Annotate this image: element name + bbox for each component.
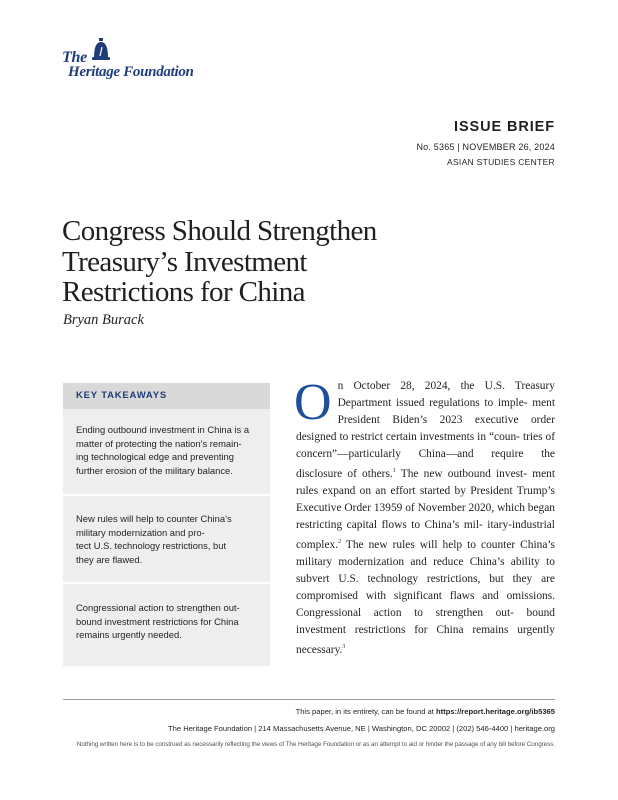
takeaway-divider bbox=[63, 494, 270, 496]
takeaway-item bbox=[63, 512, 270, 566]
research-center: ASIAN STUDIES CENTER bbox=[446, 157, 555, 167]
takeaway-line: further erosion of the military balance. bbox=[76, 464, 233, 476]
takeaway-line: remains urgently needed. bbox=[76, 629, 182, 640]
page-title bbox=[62, 216, 532, 308]
takeaway-line: New rules will help to counter China’s bbox=[76, 513, 232, 524]
footer-link-prefix: This paper, in its entirety, can be found at bbox=[295, 707, 436, 716]
liberty-bell-icon bbox=[90, 38, 112, 62]
title-line: Restrictions for China bbox=[62, 276, 305, 308]
doc-number-date: No. 5365 | NOVEMBER 26, 2024 bbox=[416, 142, 555, 152]
title-line: Treasury’s Investment bbox=[62, 245, 307, 278]
body-line: but they are compromised with significant flaws and bbox=[296, 573, 555, 603]
body-line: ment President Biden’s 2023 executive order bbox=[337, 397, 555, 427]
body-line: The new outbound invest- bbox=[395, 468, 528, 481]
body-line: Department issued regulations to imple- bbox=[337, 397, 528, 410]
issue-brief-header bbox=[416, 119, 555, 167]
takeaway-line: tect U.S. technology restrictions, but bbox=[76, 540, 227, 551]
body-line: omissions. Congressional action to strengthen out- bbox=[296, 590, 555, 620]
body-line: n October 28, 2024, the U.S. Treasury bbox=[337, 380, 555, 392]
author-name: Bryan Burack bbox=[63, 312, 144, 328]
takeaway-line: Congressional action to strengthen out- bbox=[76, 602, 240, 613]
footer-link-line bbox=[296, 707, 555, 716]
takeaway-line: military modernization and pro- bbox=[76, 526, 205, 538]
logo-the-text: The bbox=[62, 49, 87, 66]
heritage-logo bbox=[62, 38, 222, 84]
takeaway-divider bbox=[63, 582, 270, 584]
body-line: Trump’s Executive Order 13959 of November 2020, bbox=[296, 485, 555, 515]
footer-disclaimer: Nothing written here is to be construed as necessarily reflecting the views of The Heritage Foundation or as an attempt to aid or hinder the passage of any bill before Congress. bbox=[76, 741, 555, 748]
body-line: urgently necessary. bbox=[296, 624, 555, 657]
logo-name-text: Heritage Foundation bbox=[68, 64, 194, 80]
article-body bbox=[294, 374, 556, 659]
body-line: counter China’s military modernization and reduce bbox=[296, 539, 555, 569]
footnote-ref[interactable]: 2 bbox=[338, 539, 342, 546]
footer-divider bbox=[63, 699, 555, 700]
body-line: The new rules will help to bbox=[341, 539, 476, 552]
takeaway-line: they are flawed. bbox=[76, 553, 143, 565]
key-takeaways-box bbox=[63, 383, 270, 666]
takeaway-line: ing technological edge and preventing bbox=[76, 451, 234, 462]
footer-address: The Heritage Foundation | 214 Massachusetts Avenue, NE | Washington, DC 20002 | (202) 546-4400 | heritage.org bbox=[168, 724, 555, 733]
body-line: which began restricting capital flows to China’s mil- bbox=[296, 502, 555, 532]
body-line: tries of concern”—particularly China—and require bbox=[296, 431, 555, 461]
report-url-link[interactable]: https://report.heritage.org/ib5365 bbox=[436, 707, 555, 716]
body-line: itary-industrial complex. bbox=[296, 519, 555, 552]
key-takeaways-heading: KEY TAKEAWAYS bbox=[63, 383, 270, 409]
doc-type: ISSUE BRIEF bbox=[454, 119, 555, 135]
takeaway-line: Ending outbound investment in China is a bbox=[76, 424, 250, 435]
body-line: the disclosure of others. bbox=[296, 448, 555, 481]
title-line: Congress Should Strengthen bbox=[62, 215, 377, 247]
drop-cap: O bbox=[294, 374, 332, 431]
takeaway-line: bound investment restrictions for China bbox=[76, 615, 239, 627]
footnote-ref[interactable]: 1 bbox=[392, 468, 396, 475]
takeaway-item bbox=[63, 423, 270, 477]
takeaway-item bbox=[63, 601, 270, 642]
body-line: bound investment restrictions for China remains bbox=[296, 607, 555, 637]
takeaway-line: matter of protecting the nation’s remain- bbox=[76, 437, 242, 449]
body-line: China’s ability to subvert U.S. technology restrictions, bbox=[296, 556, 555, 586]
footnote-ref[interactable]: 3 bbox=[342, 644, 346, 651]
body-line: designed to restrict certain investments in “coun- bbox=[296, 431, 520, 444]
body-line: ment rules expand on an effort started by President bbox=[296, 468, 556, 498]
